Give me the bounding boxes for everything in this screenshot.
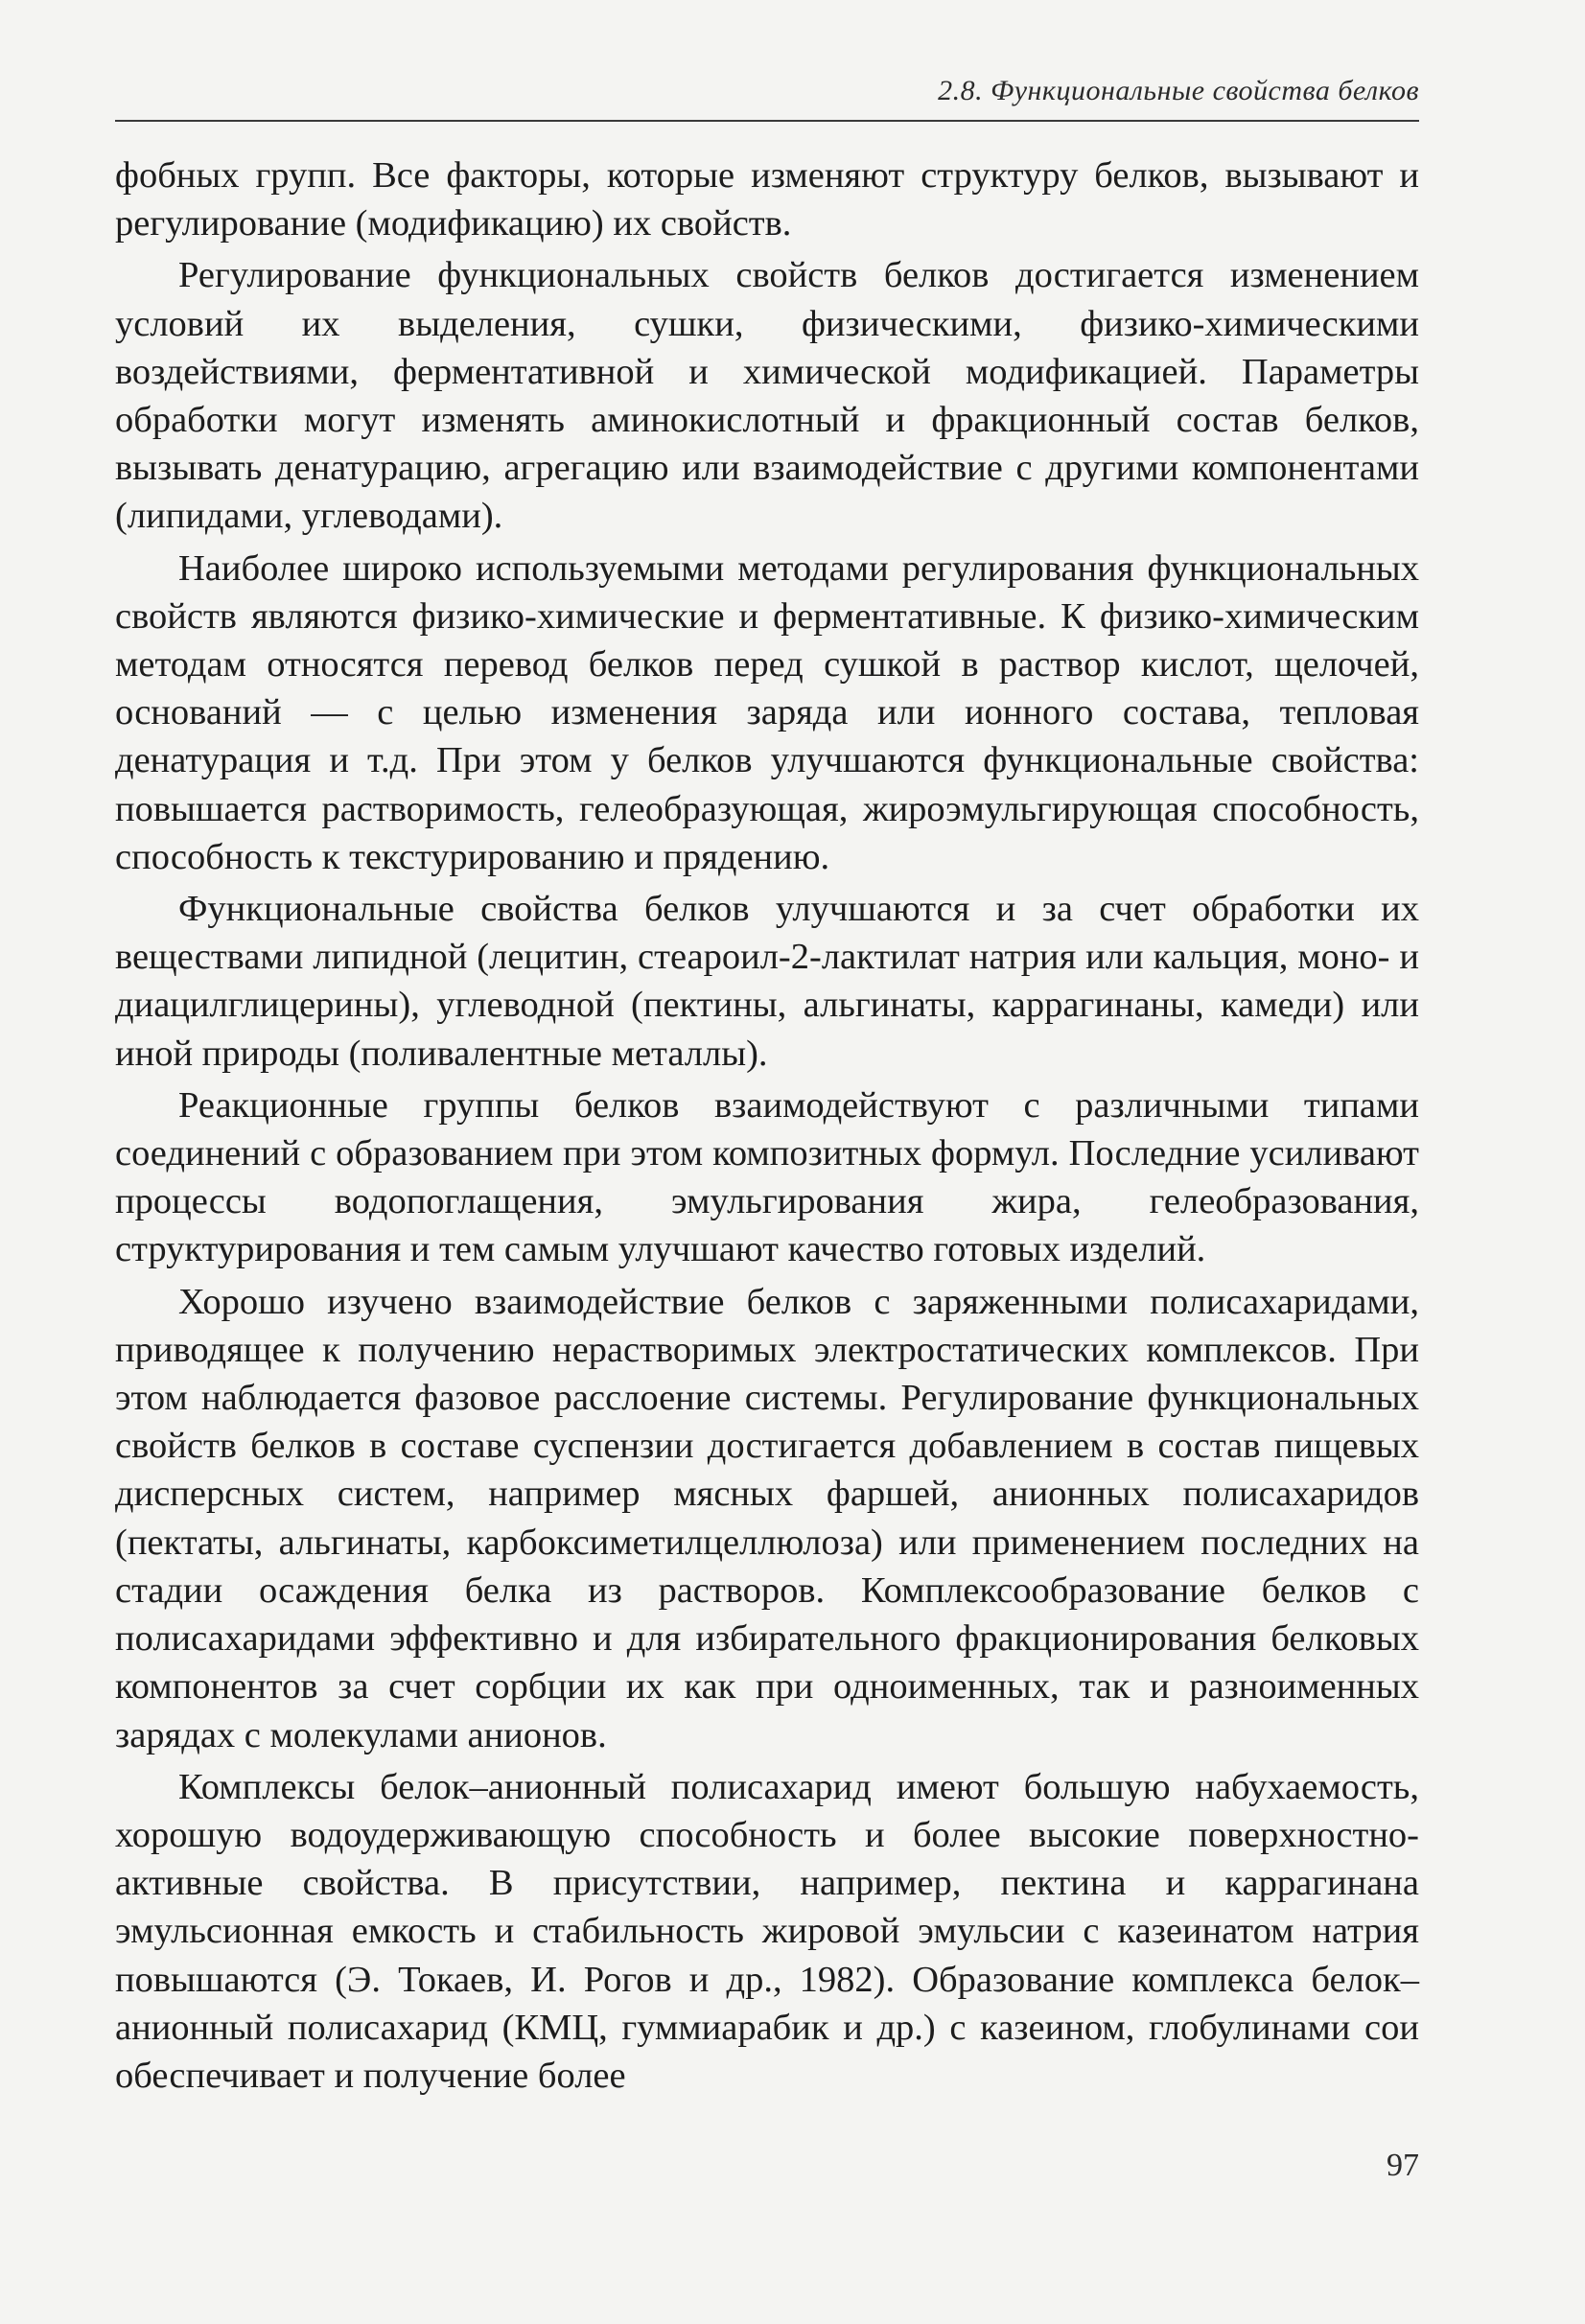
paragraph: Регулирование функциональных свойств белков достигается изменением условий их выделения, сушки, физическими, физико-химическими воздействиями, ферментативной и химической модификацией. Параметры обработки могут изменять аминокислотный и фракционный состав белков, вызывать денатурацию, агрегацию или взаимодействие с другими компонентами (липидами, углеводами). [115, 255, 1419, 537]
paragraph: Наиболее широко используемыми методами регулирования функциональных свойств являются физико-химические и ферментативные. К физико-химическим методам относятся перевод белков перед сушкой в раствор кислот, щелочей, оснований — с целью изменения заряда или ионного состава, тепловая денатурация и т.д. При этом у белков улучшаются функциональные свойства: повышается растворимость, гелеобразующая, жироэмульгирующая способность, способность к текстурированию и прядению. [115, 547, 1419, 877]
body-text [115, 151, 1419, 2103]
page-number: 97 [1387, 2148, 1419, 2183]
paragraph: Функциональные свойства белков улучшаются и за счет обработки их веществами липидной (лецитин, стеароил-2-лактилат натрия или кальция, моно- и диацилглицерины), углеводной (пектины, альгинаты, каррагинаны, камеди) или иной природы (поливалентные металлы). [115, 889, 1419, 1074]
paragraph: Реакционные группы белков взаимодействуют с различными типами соединений с образованием при этом композитных формул. Последние усиливают процессы водопоглащения, эмульгирования жира, гелеобразования, структурирования и тем самым улучшают качество готовых изделий. [115, 1084, 1419, 1270]
running-head: 2.8. Функциональные свойства белков [938, 75, 1419, 106]
paragraph: фобных групп. Все факторы, которые изменяют структуру белков, вызывают и регулирование (модификацию) их свойств. [115, 155, 1419, 244]
paragraph: Хорошо изучено взаимодействие белков с заряженными полисахаридами, приводящее к получению нерастворимых электростатических комплексов. При этом наблюдается фазовое расслоение системы. Регулирование функциональных свойств белков в составе суспензии достигается добавлением в состав пищевых дисперсных систем, например мясных фаршей, анионных полисахаридов (пектаты, альгинаты, карбоксиметилцеллюлоза) или применением последних на стадии осаждения белка из растворов. Комплексообразование белков с полисахаридами эффективно и для избирательного фракционирования белковых компонентов за счет сорбции их как при одноименных, так и разноименных зарядах с молекулами анионов. [115, 1281, 1419, 1755]
header-divider [115, 120, 1419, 122]
paragraph: Комплексы белок–анионный полисахарид имеют большую набухаемость, хорошую водоудерживающую способность и более высокие поверхностно-активные свойства. В присутствии, например, пектина и каррагинана эмульсионная емкость и стабильность жировой эмульсии с казеинатом натрия повышаются (Э. Токаев, И. Рогов и др., 1982). Образование комплекса белок–анионный полисахарид (КМЦ, гуммиарабик и др.) с казеином, глобулинами сои обеспечивает и получение более [115, 1766, 1419, 2096]
